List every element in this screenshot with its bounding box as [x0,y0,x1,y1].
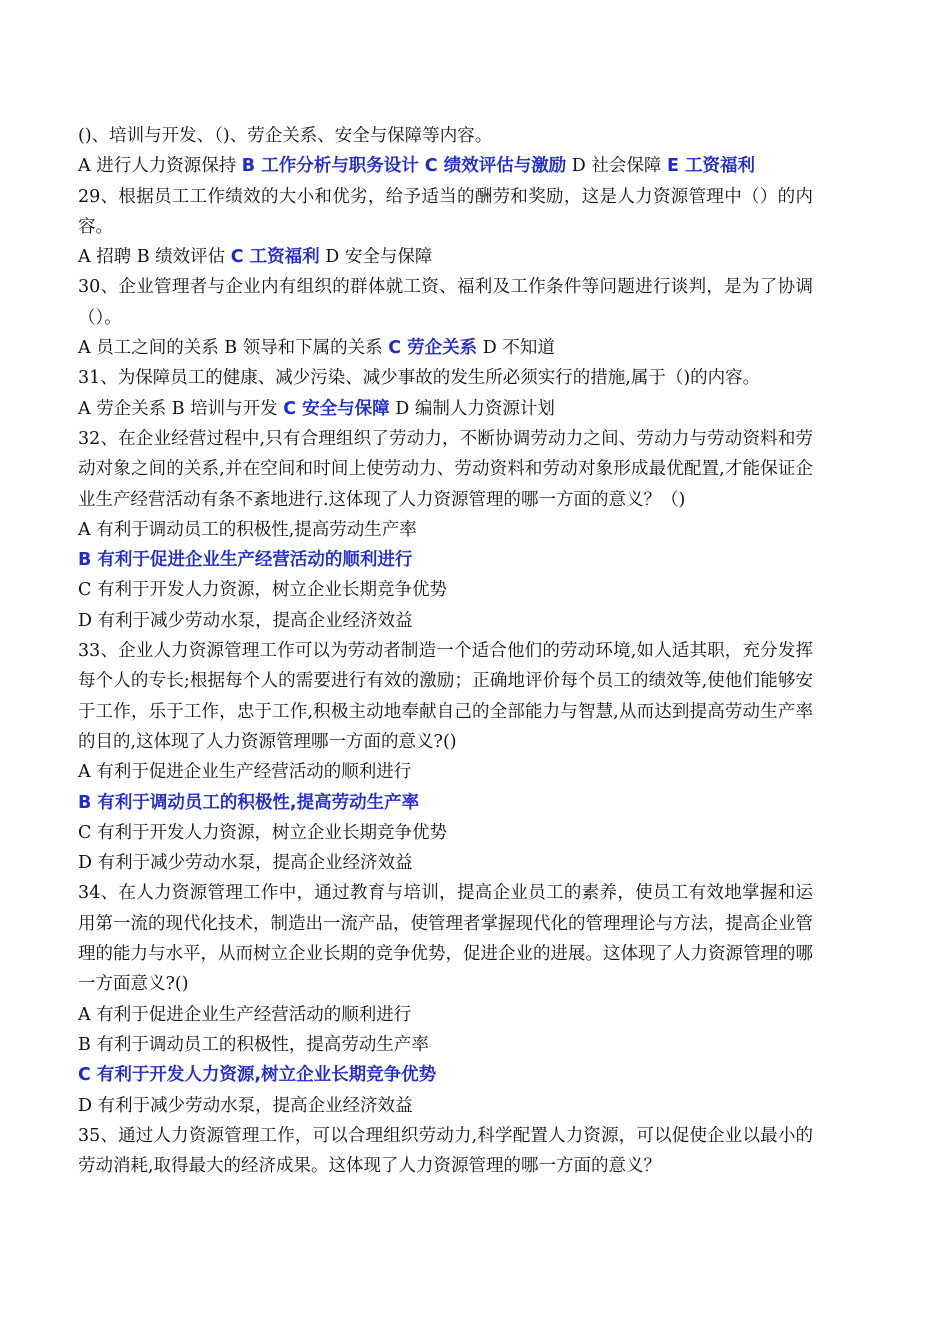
q33-stem: 33、企业人力资源管理工作可以为劳动者制造一个适合他们的劳动环境,如人适其职，充分发挥每个人的专长;根据每个人的需要进行有效的激励；正确地评价每个员工的绩效等,使他们能够安于工作，乐于工作，忠于工作,积极主动地奉献自己的全部能力与智慧,从而达到提高劳动生产率的目的,这体现了人力资源管理哪一方面的意义?() [78,641,813,752]
q30-option-d: D 不知道 [477,338,555,359]
q30-option-ab: A 员工之间的关系 B 领导和下属的关系 [78,338,389,359]
q32-answer-b: B 有利于促进企业生产经营活动的顺利进行 [78,550,413,571]
q34-stem: 34、在人力资源管理工作中，通过教育与培训，提高企业员工的素养，使员工有效地掌握和运用第一流的现代化技术，制造出一流产品，使管理者掌握现代化的管理理论与方法，提高企业管理的能力与水平，从而树立企业长期的竞争优势，促进企业的进展。这体现了人力资源管理的哪一方面意义?() [78,883,813,995]
q28-option-d: D 社会保障 [566,156,667,177]
q30-answer-c: C 劳企关系 [388,338,478,359]
q28-options [78,151,813,181]
q34-option-d: D 有利于减少劳动水泵，提高企业经济效益 [78,1095,413,1116]
q32-option-d: D 有利于减少劳动水泵，提高企业经济效益 [78,610,413,631]
q29-stem: 29、根据员工工作绩效的大小和优劣，给予适当的酬劳和奖励，这是人力资源管理中（）的内容。 [78,186,813,237]
q34-option-a: A 有利于促进企业生产经营活动的顺利进行 [78,1004,412,1025]
q35-stem: 35、通过人力资源管理工作，可以合理组织劳动力,科学配置人力资源，可以促使企业以最小的劳动消耗,取得最大的经济成果。这体现了人力资源管理的哪一方面的意义？ [78,1125,813,1177]
q31-option-d: D 编制人力资源计划 [389,398,555,419]
q28-answer-b: B 工作分析与职务设计 [241,156,425,177]
q32-option-c: C 有利于开发人力资源，树立企业长期竞争优势 [78,580,447,601]
q30-stem: 30、企业管理者与企业内有组织的群体就工资、福利及工作条件等问题进行谈判，是为了协调（）。 [78,277,813,328]
q28-stem-tail: ()、培训与开发、（)、劳企关系、安全与保障等内容。 [78,126,493,146]
q31-stem: 31、为保障员工的健康、减少污染、减少事故的发生所必须实行的措施,属于（)的内容。 [78,368,761,389]
q33-option-c: C 有利于开发人力资源，树立企业长期竞争优势 [78,822,447,843]
q33-answer-b: B 有利于调动员工的积极性,提高劳动生产率 [78,792,420,813]
q29-options [78,242,813,272]
document-page [78,121,813,1181]
q29-answer-c: C 工资福利 [230,247,320,268]
q33-option-d: D 有利于减少劳动水泵，提高企业经济效益 [78,853,413,874]
q28-answer-c: C 绩效评估与激励 [424,156,567,177]
q34-answer-c: C 有利于开发人力资源,树立企业长期竞争优势 [78,1065,437,1086]
q31-options [78,394,813,424]
q28-option-a: A 进行人力资源保持 [78,156,242,177]
q32-option-a: A 有利于调动员工的积极性,提高劳动生产率 [78,519,417,540]
q29-option-d: D 安全与保障 [319,247,433,268]
q31-answer-c: C 安全与保障 [283,398,390,419]
q34-option-b: B 有利于调动员工的积极性，提高劳动生产率 [78,1034,429,1055]
q31-option-ab: A 劳企关系 B 培训与开发 [78,398,284,419]
q30-options [78,333,813,363]
q32-stem: 32、在企业经营过程中,只有合理组织了劳动力，不断协调劳动力之间、劳动力与劳动资料和劳动对象之间的关系,并在空间和时间上使劳动力、劳动资料和劳动对象形成最优配置,才能保证企业生产经营活动有条不紊地进行.这体现了人力资源管理的哪一方面的意义？（) [78,428,813,510]
q29-option-ab: A 招聘 B 绩效评估 [78,247,231,268]
q28-answer-e: E 工资福利 [666,156,755,177]
q33-option-a: A 有利于促进企业生产经营活动的顺利进行 [78,762,412,783]
